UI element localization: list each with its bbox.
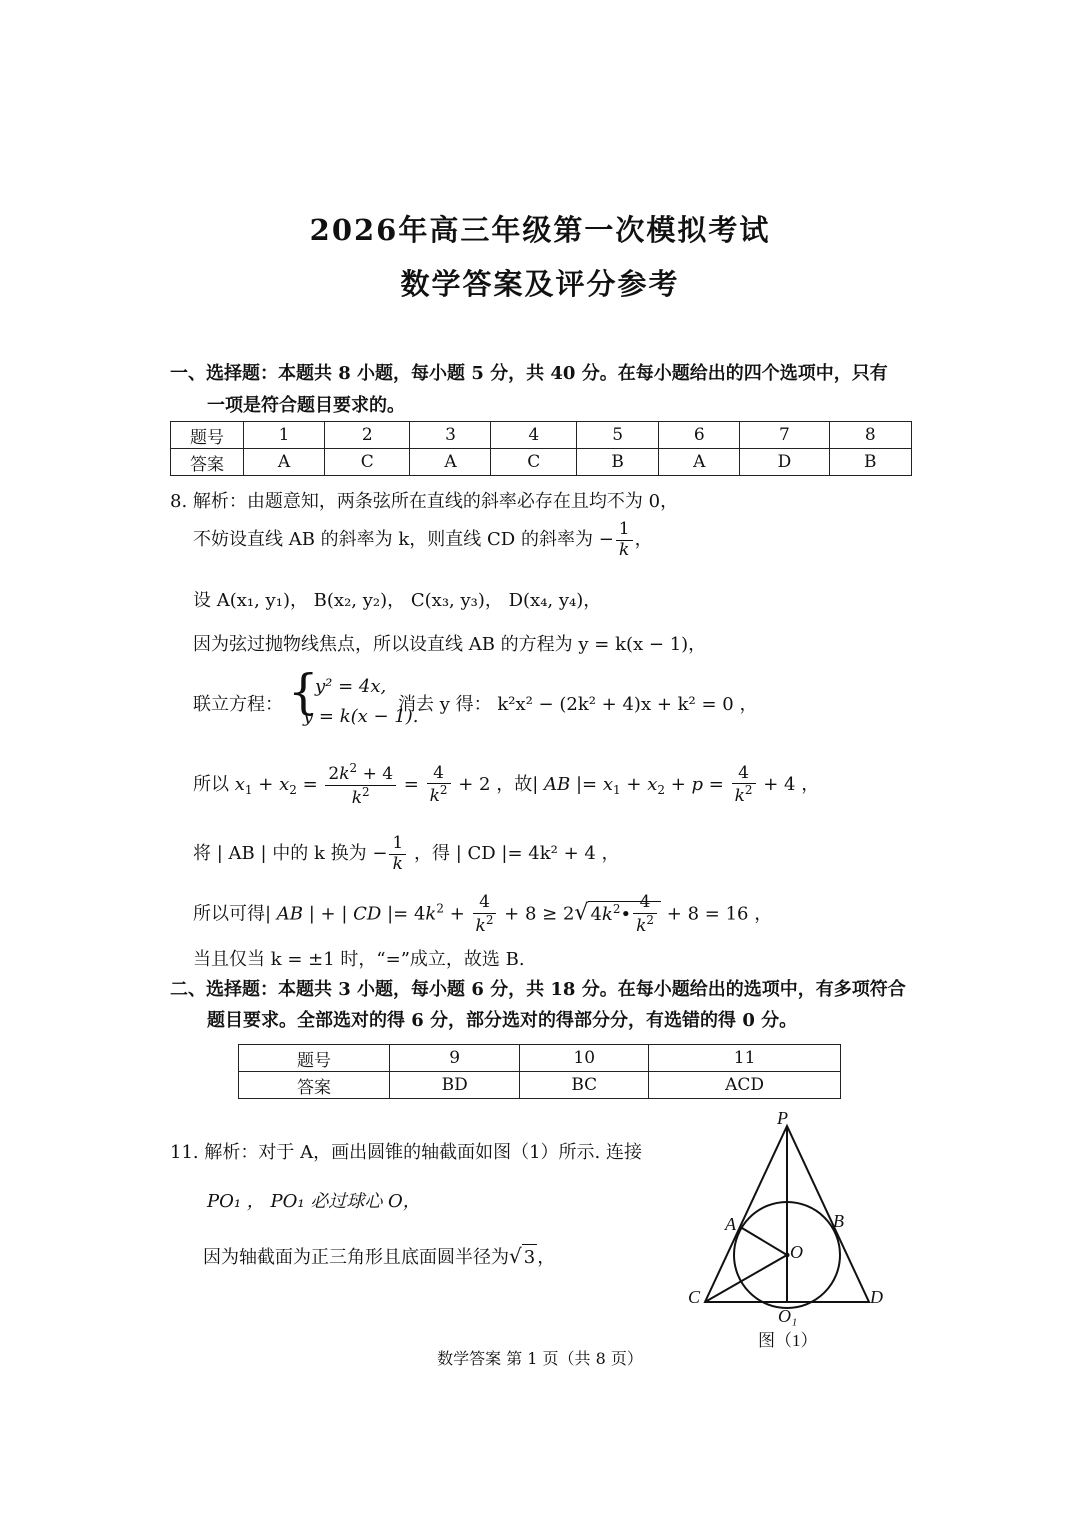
table-cell: 9	[390, 1045, 520, 1072]
q8-line2: 不妨设直线 AB 的斜率为 k，则直线 CD 的斜率为 − $\frac{1}{k}$ ，	[193, 519, 653, 560]
q8-line8-post: + 8 = 16 ，	[666, 903, 773, 925]
table-cell: 答案	[171, 449, 244, 476]
section1-heading-line2: 一项是符合题目要求的。	[207, 395, 405, 416]
q11-line3-post: ，	[537, 1247, 556, 1268]
q8-line6-pre: 所以	[193, 774, 229, 796]
q8-line7-post: ，得 | CD |= 4k² + 4 ，	[413, 843, 620, 865]
table-cell: 2	[325, 422, 410, 449]
page-footer: 数学答案 第 1 页（共 8 页）	[437, 1349, 643, 1368]
radius-ao	[742, 1228, 787, 1255]
q8-line8-pre: 所以可得	[193, 903, 265, 925]
label-c: C	[688, 1287, 701, 1307]
label-p: P	[777, 1110, 788, 1128]
table-cell: A	[244, 449, 325, 476]
center-dot	[785, 1253, 790, 1258]
page-title: 2026年高三年级第一次模拟考试	[309, 213, 771, 247]
q11-line3: 因为轴截面为正三角形且底面圆半径为√ 3 ，	[203, 1244, 556, 1268]
table-cell: 题号	[239, 1045, 390, 1072]
table-row	[239, 1045, 841, 1072]
q8-line6: 所以 $x_1 + x_2$ = $\frac{2k^2 + 4}{k^2}$ = $\frac{4}{k^2}$ + 2 ，故| AB |= $x_1 + x_2 + p$ = $\frac{4}{k^2}$ + 4 ，	[193, 761, 820, 808]
q8-line1: 8. 解析：由题意知，两条弦所在直线的斜率必存在且均不为 0，	[170, 491, 679, 512]
q8-line5-post: 消去 y 得： k²x² − (2k² + 4)x + k² = 0 ，	[398, 694, 758, 715]
q8-line4: 因为弦过抛物线焦点，所以设直线 AB 的方程为 y = k(x − 1)，	[193, 634, 707, 655]
q8-system-eq2: y = k(x − 1).	[303, 706, 419, 727]
figure-caption: 图（1）	[758, 1331, 818, 1350]
table-cell: 4	[491, 422, 576, 449]
table-cell: 7	[740, 422, 829, 449]
table-cell: C	[325, 449, 410, 476]
q8-line2-text: 不妨设直线 AB 的斜率为 k，则直线 CD 的斜率为	[193, 529, 593, 551]
line-co	[705, 1255, 787, 1302]
section2-heading-line1: 二、选择题：本题共 3 小题，每小题 6 分，共 18 分。在每小题给出的选项中，有多项符合	[170, 979, 906, 1000]
table-cell: A	[410, 449, 491, 476]
table-cell: 3	[410, 422, 491, 449]
table-cell: 6	[659, 422, 740, 449]
q8-line7-pre: 将 | AB | 中的 k 换为	[193, 843, 367, 865]
table-row	[239, 1072, 841, 1099]
page-subtitle: 数学答案及评分参考	[400, 267, 680, 301]
q8-line7: 将 | AB | 中的 k 换为 − $\frac{1}{k}$ ，得 | CD |= 4k² + 4 ，	[193, 833, 620, 874]
cone-cross-section-figure	[680, 1110, 900, 1350]
system-brace: {	[288, 664, 319, 720]
q8-line9: 当且仅当 k = ±1 时，“=”成立，故选 B.	[193, 949, 525, 970]
q8-system-eq1: y² = 4x,	[315, 676, 387, 697]
section1-answer-table	[170, 421, 912, 476]
table-cell: BD	[390, 1072, 520, 1099]
table-row	[171, 449, 912, 476]
section1-heading-line1: 一、选择题：本题共 8 小题，每小题 5 分，共 40 分。在每小题给出的四个选项中，只有	[170, 363, 888, 384]
table-cell: 8	[829, 422, 911, 449]
table-cell: B	[829, 449, 911, 476]
table-cell: 10	[520, 1045, 649, 1072]
label-b: B	[833, 1211, 844, 1231]
q8-line3: 设 A(x₁, y₁)， B(x₂, y₂)， C(x₃, y₃)， D(x₄, y₄)，	[193, 590, 602, 611]
label-o1: O₁	[778, 1306, 798, 1326]
q8-line6-mid: ，故	[496, 774, 533, 796]
table-cell: 题号	[171, 422, 244, 449]
table-cell: D	[740, 449, 829, 476]
section2-answer-table	[238, 1044, 841, 1099]
table-row	[171, 422, 912, 449]
q11-line1: 11. 解析：对于 A，画出圆锥的轴截面如图（1）所示. 连接	[170, 1142, 642, 1163]
table-cell: 答案	[239, 1072, 390, 1099]
q11-line3-pre: 因为轴截面为正三角形且底面圆半径为	[203, 1247, 509, 1268]
table-cell: 1	[244, 422, 325, 449]
table-cell: 5	[576, 422, 658, 449]
q8-line5-label: 联立方程：	[193, 694, 283, 715]
table-cell: ACD	[649, 1072, 841, 1099]
q11-line2: PO₁ ， PO₁ 必过球心 O，	[207, 1191, 421, 1212]
label-d: D	[870, 1287, 883, 1307]
table-cell: 11	[649, 1045, 841, 1072]
table-cell: B	[576, 449, 658, 476]
table-cell: BC	[520, 1072, 649, 1099]
label-a: A	[725, 1214, 736, 1234]
label-o: O	[790, 1242, 803, 1262]
table-cell: C	[491, 449, 576, 476]
q8-line8: 所以可得| AB | + | CD |= $4k^2$ + $\frac{4}{k^2}$ + 8 ≥ 2√ $4k^2•$ $\frac{4}{k^2}$ + 8 = 16 ，	[193, 892, 773, 936]
table-cell: A	[659, 449, 740, 476]
section2-heading-line2: 题目要求。全部选对的得 6 分，部分选对的得部分分，有选错的得 0 分。	[207, 1010, 798, 1031]
